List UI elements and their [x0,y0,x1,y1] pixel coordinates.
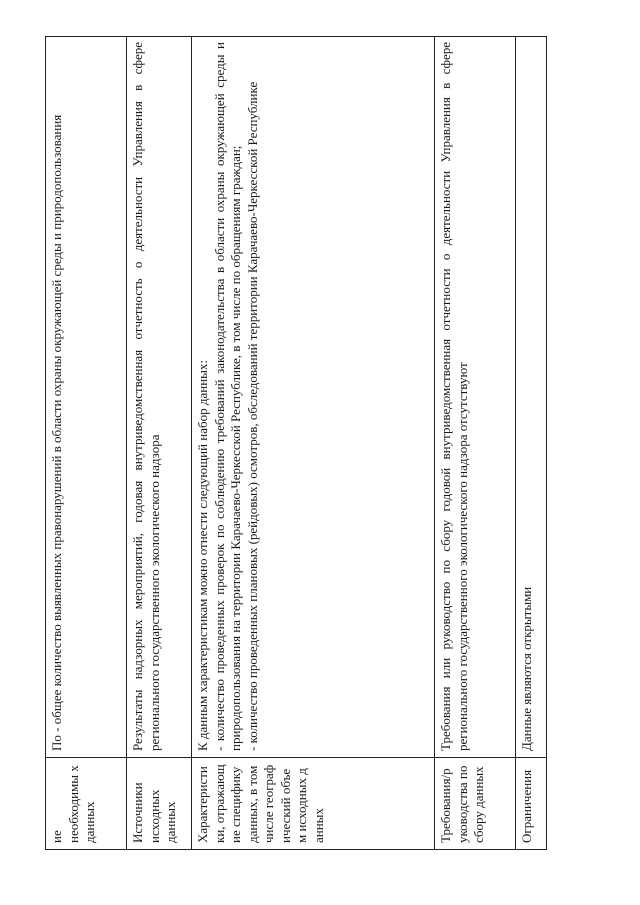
table-row [127,37,192,850]
row-content: Данные являются открытыми [516,37,547,758]
table-row [192,37,435,850]
row-label: Ограничения [516,758,547,850]
table-row [46,37,127,850]
row-label: Источники исходных данных [127,758,192,850]
row-content: По - общее количество выявленных правонарушений в области охраны окружающей среды и природопользования [46,37,127,758]
row-content: Результаты надзорных мероприятий, годовая внутриведомственная отчетность о деятельности Управления в сфере регионального государственного экологического надзора [127,37,192,758]
table-row [516,37,547,850]
row-label: ие необходимы х данных [46,758,127,850]
table-row [435,37,516,850]
row-content: Требования или руководство по сбору годовой внутриведомственная отчетности о деятельности Управления в сфере регионального государственного экологического надзора отсутствуют [435,37,516,758]
content-line: - количество проведенных проверок по соблюдению требований законодательства в области охраны окружающей среды и природопользования на территории Карачаево-Черкесской Республике, в том числе по обращениям граждан; [211,42,243,751]
content-line: - количество проведенных плановых (рейдовых) осмотров, обследований территории Карачаево-Черкесской Республике [244,81,260,751]
row-label: Требования/руководства по сбору данных [435,758,516,850]
rotated-sheet [45,42,560,850]
row-label: Характеристики, отражающие специфику данных, в том числе географический объем исходных данных [192,758,435,850]
content-line: К данным характеристикам можно отнести следующий набор данных: [195,359,210,751]
methodology-table [45,36,547,850]
row-content [192,37,435,758]
